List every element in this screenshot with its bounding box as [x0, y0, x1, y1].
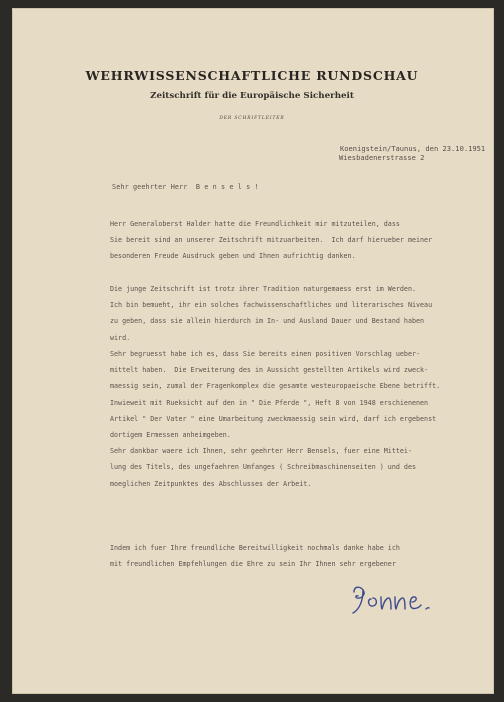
body-line: lung des Titels, des ungefaehren Umfanges ( Schreibmaschinenseiten ) und des	[110, 463, 416, 472]
body-line: besonderen Freude Ausdruck geben und Ihnen aufrichtig danken.	[110, 252, 356, 261]
body-line: Die junge Zeitschrift ist trotz ihrer Tradition naturgemaess erst im Werden.	[110, 285, 416, 293]
date-line: Koenigstein/Taunus, den 23.10.1951	[340, 144, 486, 153]
body-line: mittelt haben. Die Erweiterung des in Aussicht gestellten Artikels wird zweck-	[110, 366, 429, 375]
letterhead-editor-line: DER SCHRIFTLEITER	[219, 116, 285, 121]
body-line: Indem ich fuer Ihre freundliche Bereitwilligkeit nochmals danke habe ich	[110, 544, 400, 552]
body-line: wird.	[110, 333, 131, 342]
body-line: zu geben, dass sie allein hierdurch im In- und Ausland Dauer und Bestand haben	[110, 317, 425, 326]
salutation: Sehr geehrter Herr B e n s e l s !	[112, 183, 259, 191]
body-paragraph	[110, 216, 470, 265]
body-line: Inwieweit mit Rueksicht auf den in " Die Pferde ", Heft 8 von 1948 erschienenen	[110, 398, 429, 407]
body-line: maessig sein, zumal der Fragenkomplex die gesamte westeuropaeische Ebene betrifft.	[110, 382, 441, 391]
letterhead-subtitle: Zeitschrift für die Europäische Sicherheit	[150, 91, 354, 101]
body-line: moeglichen Zeitpunktes des Abschlusses der Arbeit.	[110, 479, 312, 488]
body-paragraph	[110, 281, 470, 346]
body-line: Herr Generaloberst Halder hatte die Freundlichkeit mir mitzuteilen, dass	[110, 220, 400, 228]
body-line: Sehr dankbar waere ich Ihnen, sehr geehrter Herr Bensels, fuer eine Mittei-	[110, 447, 412, 456]
body-line: dortigem Ermessen anheimgeben.	[110, 431, 231, 440]
letterhead-title: WEHRWISSENSCHAFTLICHE RUNDSCHAU	[85, 68, 419, 83]
signature-image	[343, 580, 458, 620]
body-line: Artikel " Der Vater " eine Umarbeitung zweckmaessig sein wird, darf ich ergebenst	[110, 414, 437, 423]
body-line: Ich bin bemueht, ihr ein solches fachwissenschaftliches und literarisches Niveau	[110, 301, 433, 310]
body-paragraph	[110, 346, 470, 492]
body-line: Sie bereit sind an unserer Zeitschrift mitzuarbeiten. Ich darf hierueber meiner	[110, 236, 433, 245]
address-line: Wiesbadenerstrasse 2	[339, 153, 425, 162]
body-line: mit freundlichen Empfehlungen die Ehre zu sein Ihr Ihnen sehr ergebener	[110, 560, 396, 569]
body-paragraph	[110, 540, 470, 572]
body-line: Sehr begruesst habe ich es, dass Sie bereits einen positiven Vorschlag ueber-	[110, 350, 421, 358]
